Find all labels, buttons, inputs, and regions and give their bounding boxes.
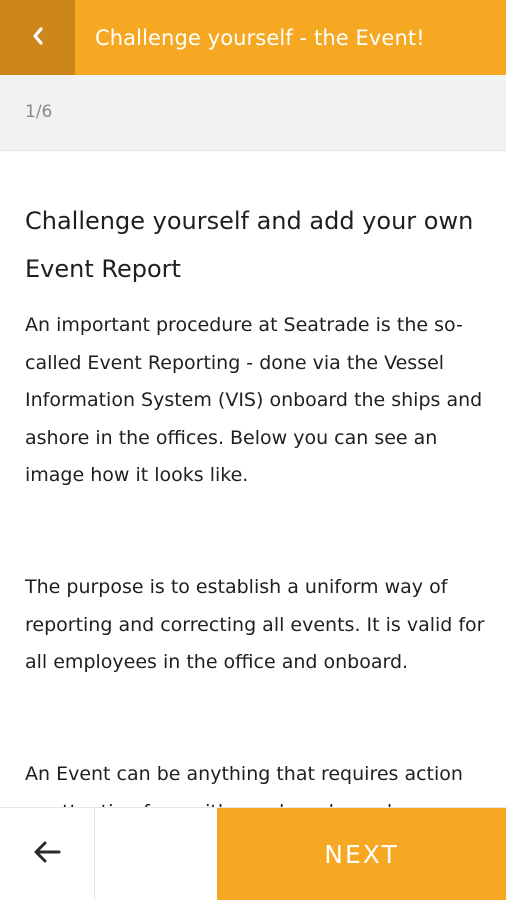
progress-indicator (0, 75, 506, 151)
content-heading: Challenge yourself and add your own Event Report (25, 207, 474, 283)
footer-nav (0, 807, 506, 900)
paragraph-event-definition: An Event can be anything that requires action (25, 763, 463, 785)
next-button[interactable] (217, 808, 506, 900)
back-button[interactable] (0, 0, 75, 75)
step-counter: 1/6 (25, 102, 53, 122)
content-area[interactable] (0, 151, 506, 807)
arrow-left-icon (32, 840, 62, 868)
chevron-left-icon (31, 26, 45, 50)
app-header (0, 0, 506, 75)
previous-button[interactable] (0, 808, 95, 900)
next-button-label: NEXT (324, 839, 399, 869)
paragraph-purpose: The purpose is to establish a uniform way of reporting and correcting all events. It is valid for all employees in the office and onboard. (25, 576, 485, 673)
page-title: Challenge yourself - the Event! (95, 25, 425, 50)
paragraph-intro: An important procedure at Seatrade is the so-called Event Reporting - done via the Vessel Information System (VIS) onboard the ships and ashore in the offices. Below you can see an image how it looks like. (25, 314, 483, 486)
